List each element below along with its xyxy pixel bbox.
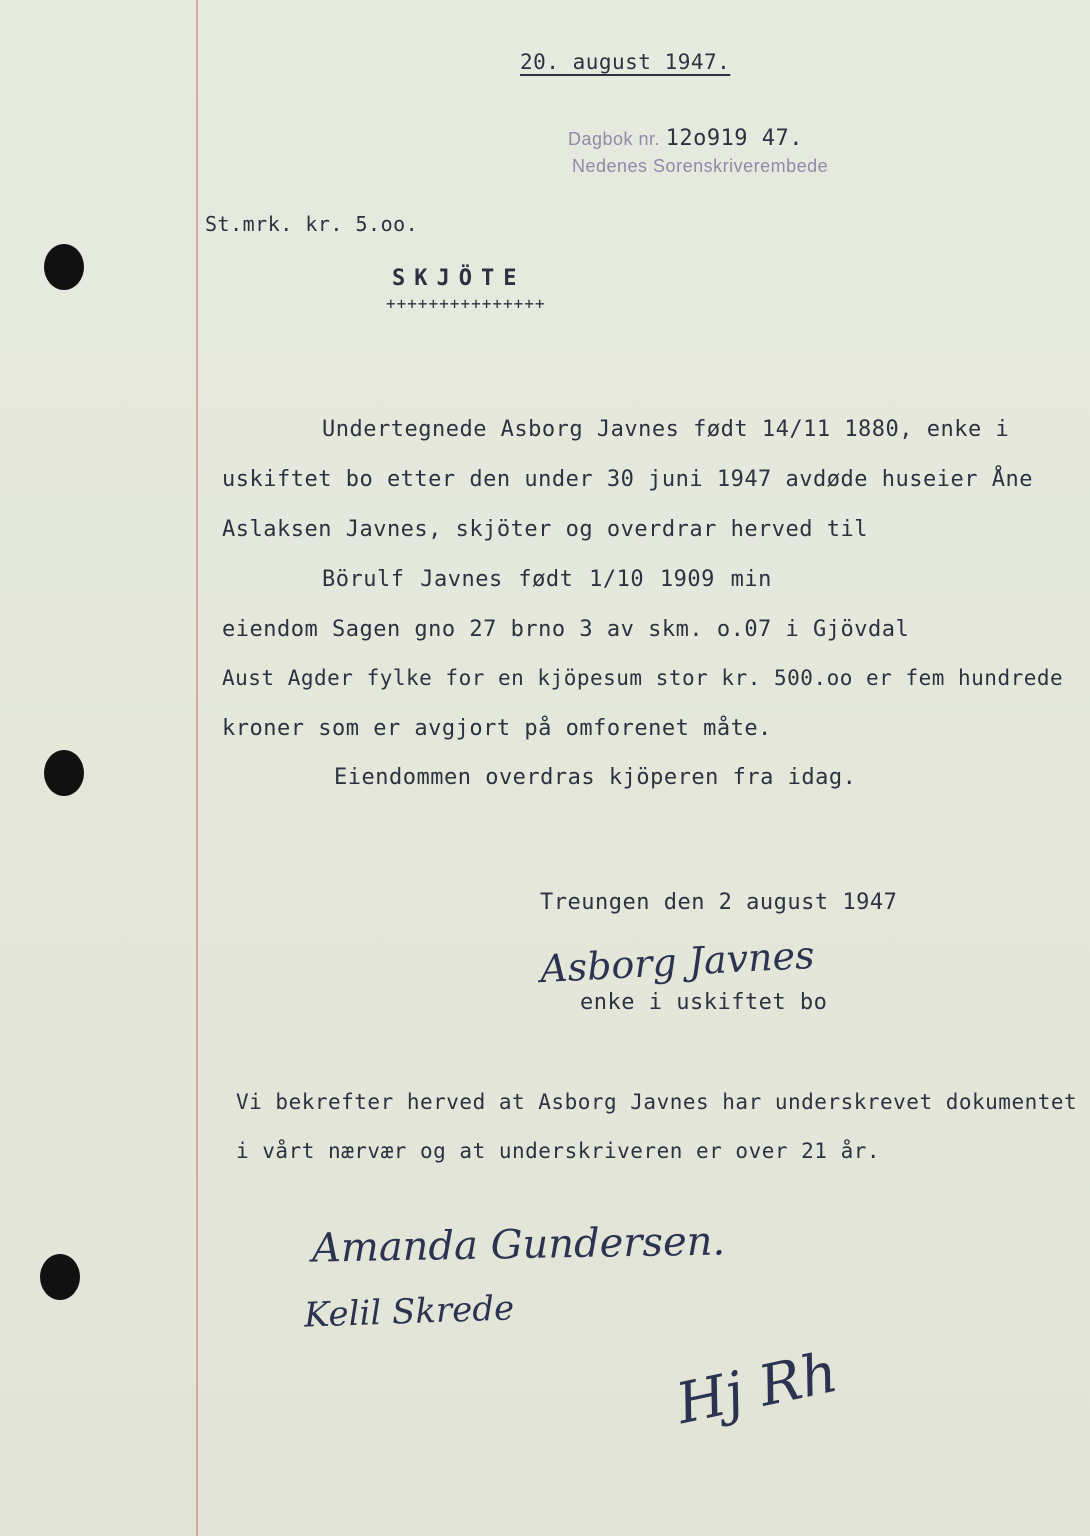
body-line: uskiftet bo etter den under 30 juni 1947 avdøde huseier Åne bbox=[222, 467, 1033, 492]
witness-signature-1: Amanda Gundersen. bbox=[311, 1218, 726, 1272]
stamp-duty: St.mrk. kr. 5.oo. bbox=[205, 212, 419, 236]
witness-signature-2: Kelil Skrede bbox=[303, 1288, 515, 1336]
witness-statement-line: Vi bekrefter herved at Asborg Javnes har underskrevet dokumentet bbox=[236, 1090, 1078, 1114]
punch-hole-top bbox=[44, 244, 84, 290]
body-line: kroner som er avgjort på omforenet måte. bbox=[222, 716, 772, 741]
diary-stamp bbox=[568, 126, 803, 151]
initials-signature: Hj Rh bbox=[671, 1339, 844, 1438]
office-stamp: Nedenes Sorenskriverembede bbox=[572, 156, 829, 176]
punch-hole-bottom bbox=[40, 1254, 80, 1300]
body-line: Aslaksen Javnes, skjöter og overdrar herved til bbox=[222, 517, 869, 542]
place-date: Treungen den 2 august 1947 bbox=[540, 890, 898, 915]
document-title: SKJÖTE bbox=[392, 266, 526, 291]
body-line: Undertegnede Asborg Javnes født 14/11 1880, enke i bbox=[322, 417, 1010, 442]
signature-role: enke i uskiftet bo bbox=[580, 990, 828, 1015]
signature-asborg: Asborg Javnes bbox=[539, 932, 816, 992]
body-line: Börulf Javnes født 1/10 1909 min bbox=[322, 567, 772, 592]
title-underline: +++++++++++++++ bbox=[386, 294, 546, 313]
diary-stamp-label: Dagbok nr. bbox=[568, 129, 661, 149]
margin-line bbox=[196, 0, 198, 1536]
body-line: eiendom Sagen gno 27 brno 3 av skm. o.07 i Gjövdal bbox=[222, 617, 910, 642]
document-date: 20. august 1947. bbox=[520, 50, 731, 74]
diary-number: 12o919 47. bbox=[665, 126, 804, 151]
punch-hole-middle bbox=[44, 750, 84, 796]
body-line: Eiendommen overdras kjöperen fra idag. bbox=[334, 765, 857, 790]
body-line: Aust Agder fylke for en kjöpesum stor kr. 500.oo er fem hundrede bbox=[222, 666, 1064, 690]
witness-statement-line: i vårt nærvær og at underskriveren er over 21 år. bbox=[236, 1139, 881, 1163]
